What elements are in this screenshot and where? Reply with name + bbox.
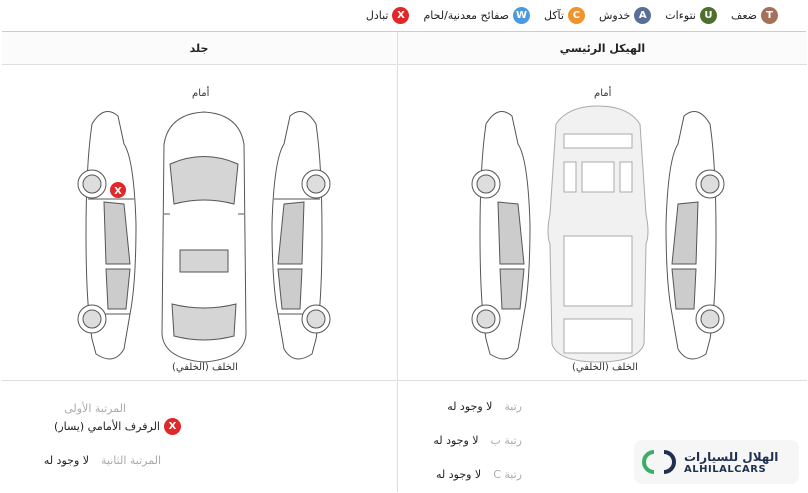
rear-label: الخلف (الخلفي) [172, 362, 238, 373]
frame-panel [397, 32, 807, 492]
divider [2, 380, 396, 381]
letter-x-badge-icon: X [392, 7, 409, 24]
frame-top-view [548, 106, 648, 362]
rank-b-row [433, 434, 522, 447]
legend-label: صفائح معدنية/لحام [423, 8, 509, 22]
letter-t-badge-icon: T [761, 7, 778, 24]
legend-label: خدوش [598, 8, 631, 22]
legend-label: ضعف [730, 8, 757, 22]
letter-u-badge-icon: U [700, 7, 717, 24]
legend-label: نتوءات [665, 8, 696, 22]
car-side-right [272, 112, 330, 359]
damage-marker-x[interactable] [110, 182, 126, 198]
logo-rings-icon [640, 447, 678, 477]
rank-2-row [44, 454, 161, 467]
rank-2-value: لا وجود له [43, 454, 90, 467]
car-diagram-skin [74, 104, 334, 366]
damage-legend [0, 4, 808, 26]
letter-c-badge-icon: C [568, 7, 585, 24]
rank-c-value: لا وجود له [436, 468, 482, 481]
front-label: أمام [594, 88, 612, 99]
frame-panel-title: الهيكل الرئيسي [398, 32, 807, 65]
legend-item [665, 7, 717, 24]
logo-arabic: الهلال للسيارات [684, 449, 779, 464]
rank-c-label: رتبة C [493, 468, 522, 481]
logo-english: ALHILALCARS [684, 463, 767, 475]
skin-panel-title: جلد [2, 32, 396, 65]
rear-label: الخلف (الخلفي) [572, 362, 638, 373]
rank-b-label: رتبة ب [490, 434, 522, 447]
rank-2-label: المرتبة الثانية [101, 454, 161, 467]
legend-item [423, 7, 530, 24]
legend-item [731, 7, 778, 24]
replaced-icon: X [164, 418, 181, 435]
divider [398, 380, 807, 381]
alhilal-logo [634, 440, 799, 484]
car-diagram-frame [468, 104, 728, 366]
legend-label: تبادل [365, 8, 389, 22]
car-side-left [472, 112, 530, 359]
front-label: أمام [192, 88, 210, 99]
rank-a-row [447, 400, 522, 413]
letter-w-badge-icon: W [513, 7, 530, 24]
car-side-left [78, 112, 136, 359]
legend-item [544, 7, 585, 24]
damage-item [54, 418, 181, 435]
svg-text:X: X [114, 186, 122, 197]
letter-a-badge-icon: A [634, 7, 651, 24]
legend-item [366, 7, 410, 24]
rank-1-row [64, 402, 126, 415]
car-side-right [666, 112, 724, 359]
skin-panel [2, 32, 396, 492]
legend-item [599, 7, 651, 24]
rank-a-label: رتبة [504, 400, 522, 413]
damage-text: الرفرف الأمامي (يسار) [54, 420, 160, 433]
rank-c-row [436, 468, 522, 481]
car-top-view [162, 112, 246, 362]
rank-b-value: لا وجود له [433, 434, 479, 447]
rank-1-label: المرتبة الأولى [64, 402, 126, 415]
legend-label: تآكل [543, 8, 564, 22]
rank-a-value: لا وجود له [447, 400, 493, 413]
